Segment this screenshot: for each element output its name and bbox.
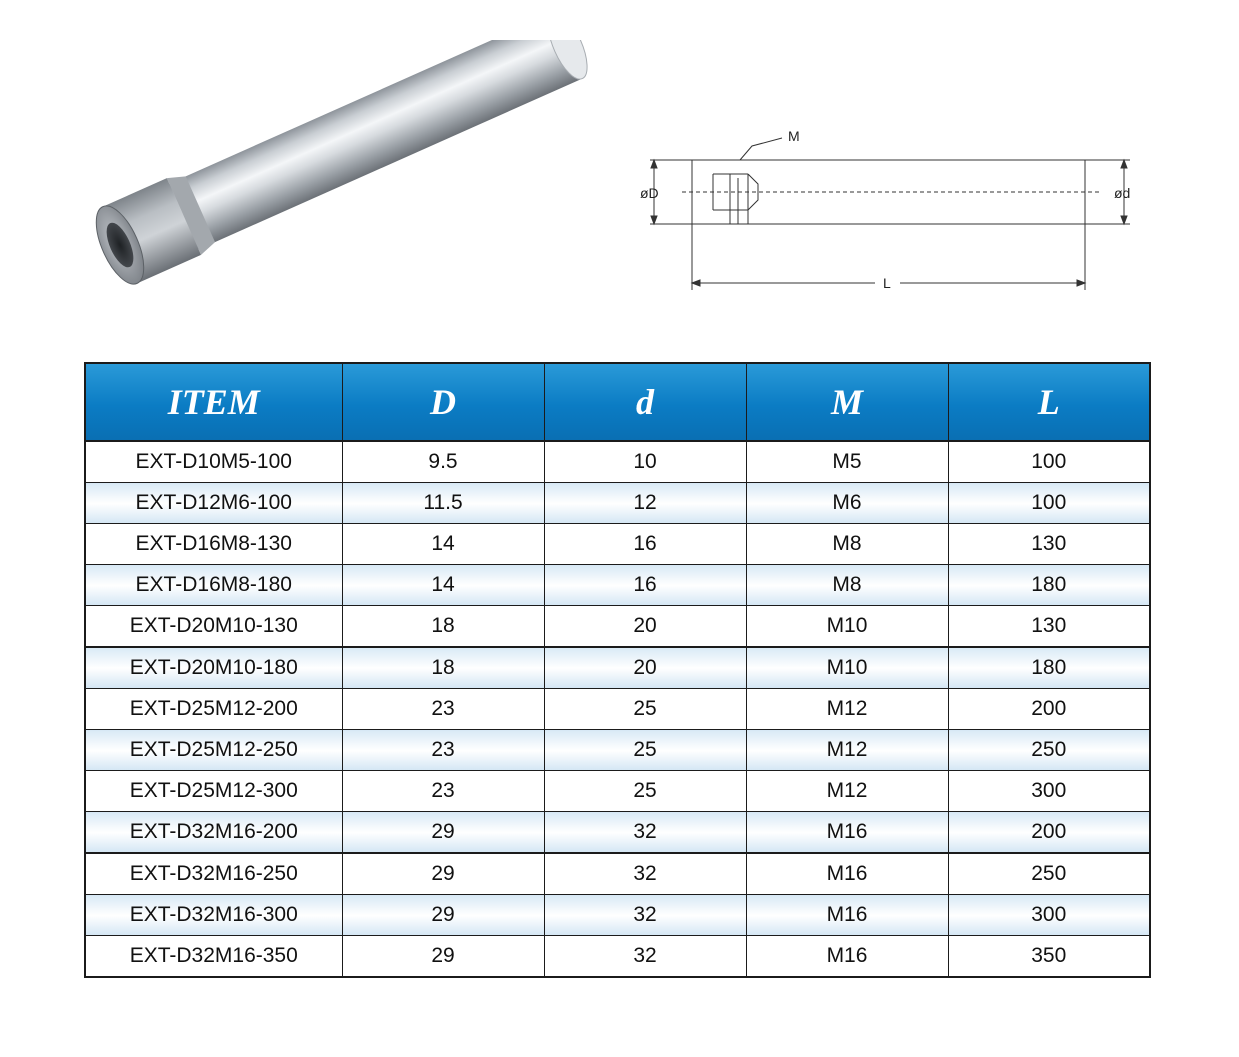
cell-outer-diameter: 9.5 — [342, 441, 544, 483]
cell-shank-diameter: 32 — [544, 812, 746, 854]
table-row — [85, 524, 1150, 565]
technical-drawing — [630, 118, 1150, 308]
cell-outer-diameter: 23 — [342, 730, 544, 771]
cell-shank-diameter: 32 — [544, 936, 746, 978]
drawing-label-thread: M — [788, 128, 800, 144]
cell-thread: M8 — [746, 565, 948, 606]
table-row — [85, 895, 1150, 936]
column-header-thread: M — [746, 363, 948, 441]
cell-thread: M16 — [746, 895, 948, 936]
product-photo-extension-bar — [80, 40, 620, 320]
cell-shank-diameter: 25 — [544, 730, 746, 771]
cell-outer-diameter: 29 — [342, 812, 544, 854]
cell-item: EXT-D25M12-250 — [85, 730, 342, 771]
drawing-label-outer-diameter: øD — [640, 185, 659, 201]
cell-thread: M5 — [746, 441, 948, 483]
table-row — [85, 565, 1150, 606]
cell-length: 180 — [948, 647, 1150, 689]
cell-thread: M10 — [746, 606, 948, 648]
cell-shank-diameter: 32 — [544, 895, 746, 936]
column-header-outer-diameter: D — [342, 363, 544, 441]
cell-item: EXT-D16M8-130 — [85, 524, 342, 565]
table-row — [85, 483, 1150, 524]
cell-shank-diameter: 16 — [544, 565, 746, 606]
table-row — [85, 771, 1150, 812]
column-header-shank-diameter: d — [544, 363, 746, 441]
table-row — [85, 689, 1150, 730]
cell-length: 250 — [948, 730, 1150, 771]
cell-length: 100 — [948, 483, 1150, 524]
table-header-row — [85, 363, 1150, 441]
cell-shank-diameter: 10 — [544, 441, 746, 483]
table-row — [85, 730, 1150, 771]
column-header-item: ITEM — [85, 363, 342, 441]
cell-length: 350 — [948, 936, 1150, 978]
cell-outer-diameter: 18 — [342, 647, 544, 689]
cell-outer-diameter: 29 — [342, 853, 544, 895]
cell-item: EXT-D32M16-300 — [85, 895, 342, 936]
cell-shank-diameter: 25 — [544, 771, 746, 812]
cell-item: EXT-D10M5-100 — [85, 441, 342, 483]
cell-item: EXT-D32M16-200 — [85, 812, 342, 854]
cell-length: 180 — [948, 565, 1150, 606]
spec-table — [84, 362, 1151, 978]
cell-thread: M12 — [746, 689, 948, 730]
cell-item: EXT-D25M12-300 — [85, 771, 342, 812]
cell-item: EXT-D20M10-130 — [85, 606, 342, 648]
cell-length: 130 — [948, 606, 1150, 648]
table-row — [85, 936, 1150, 978]
cell-outer-diameter: 29 — [342, 936, 544, 978]
cell-item: EXT-D16M8-180 — [85, 565, 342, 606]
cell-length: 300 — [948, 771, 1150, 812]
cell-length: 250 — [948, 853, 1150, 895]
cell-length: 130 — [948, 524, 1150, 565]
cell-item: EXT-D32M16-350 — [85, 936, 342, 978]
cell-shank-diameter: 16 — [544, 524, 746, 565]
cell-shank-diameter: 25 — [544, 689, 746, 730]
cell-outer-diameter: 23 — [342, 771, 544, 812]
cell-outer-diameter: 14 — [342, 565, 544, 606]
drawing-label-shank-diameter: ød — [1114, 185, 1131, 201]
cell-item: EXT-D25M12-200 — [85, 689, 342, 730]
cell-shank-diameter: 32 — [544, 853, 746, 895]
cell-shank-diameter: 12 — [544, 483, 746, 524]
cell-shank-diameter: 20 — [544, 647, 746, 689]
table-row — [85, 853, 1150, 895]
cell-thread: M16 — [746, 936, 948, 978]
cell-outer-diameter: 23 — [342, 689, 544, 730]
table-row — [85, 606, 1150, 648]
cell-outer-diameter: 11.5 — [342, 483, 544, 524]
cell-item: EXT-D32M16-250 — [85, 853, 342, 895]
cell-thread: M16 — [746, 812, 948, 854]
cell-outer-diameter: 18 — [342, 606, 544, 648]
cell-thread: M12 — [746, 771, 948, 812]
cell-item: EXT-D12M6-100 — [85, 483, 342, 524]
table-row — [85, 812, 1150, 854]
cell-length: 300 — [948, 895, 1150, 936]
table-row — [85, 441, 1150, 483]
table-row — [85, 647, 1150, 689]
cell-shank-diameter: 20 — [544, 606, 746, 648]
cell-length: 200 — [948, 812, 1150, 854]
cell-outer-diameter: 29 — [342, 895, 544, 936]
cell-length: 100 — [948, 441, 1150, 483]
cell-thread: M10 — [746, 647, 948, 689]
cell-length: 200 — [948, 689, 1150, 730]
drawing-label-length: L — [883, 275, 891, 291]
cell-thread: M16 — [746, 853, 948, 895]
cell-thread: M6 — [746, 483, 948, 524]
cell-thread: M8 — [746, 524, 948, 565]
cell-item: EXT-D20M10-180 — [85, 647, 342, 689]
column-header-length: L — [948, 363, 1150, 441]
cell-thread: M12 — [746, 730, 948, 771]
cell-outer-diameter: 14 — [342, 524, 544, 565]
